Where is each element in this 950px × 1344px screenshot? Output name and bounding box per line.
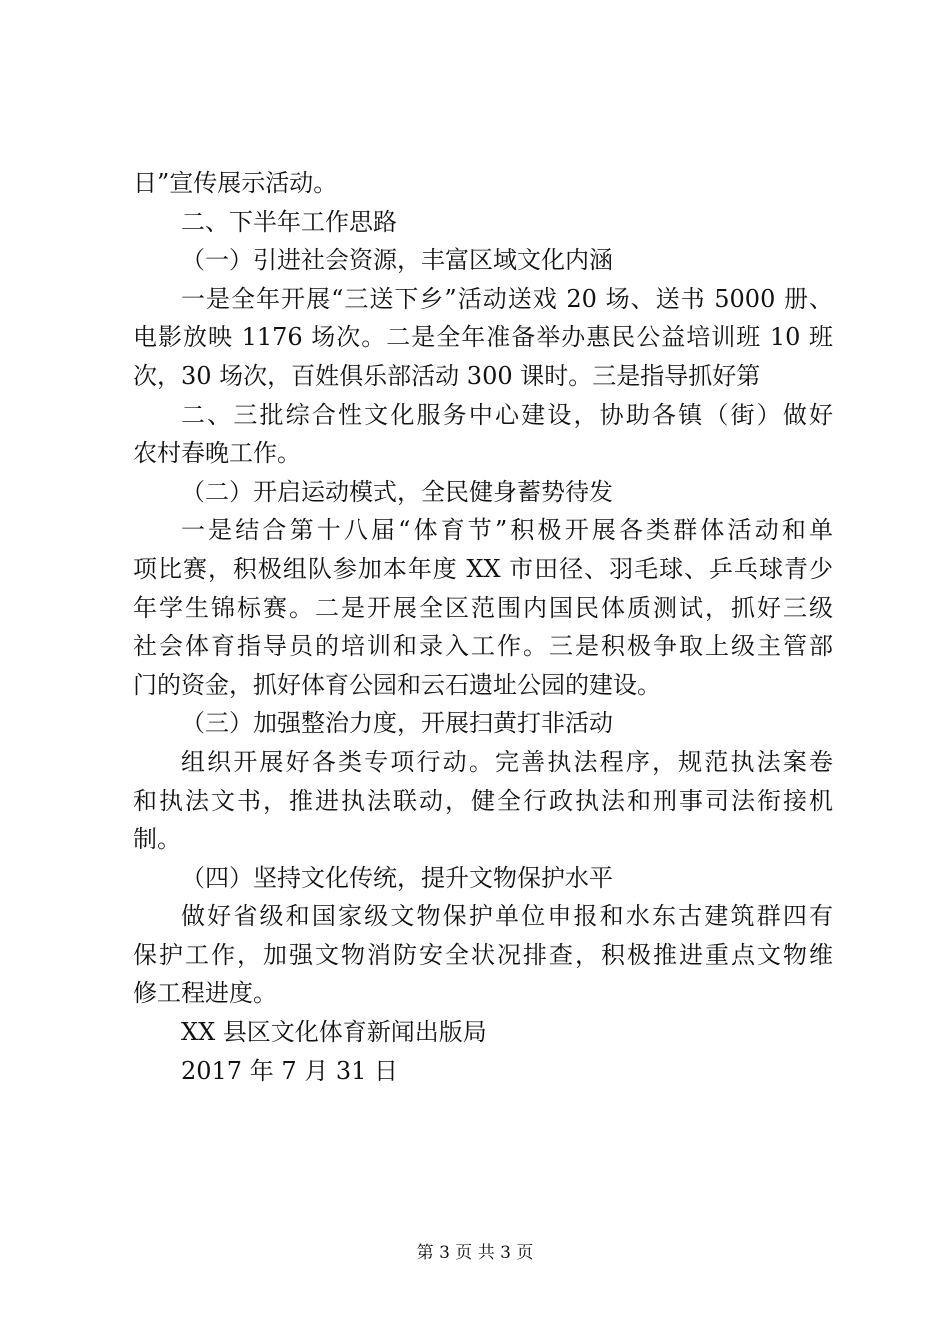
text-line: 一是全年开展“三送下乡”活动送戏 20 场、送书 5000 册、 — [181, 284, 833, 313]
text-line: 保护工作，加强文物消防安全状况排查，积极推进重点文物维 — [133, 940, 833, 969]
text-line: 年学生锦标赛。二是开展全区范围内国民体质测试，抓好三级 — [133, 593, 833, 622]
text-line: 日”宣传展示活动。 — [133, 169, 338, 197]
text-line: 农村春晚工作。 — [133, 439, 301, 468]
text-line: 社会体育指导员的培训和录入工作。三是积极争取上级主管部 — [133, 632, 833, 661]
text-line: 组织开展好各类专项行动。完善执法程序，规范执法案卷 — [181, 747, 833, 776]
text-line: 次，30 场次，百姓俱乐部活动 300 课时。三是指导抓好第 — [133, 361, 761, 390]
text-line: 一是结合第十八届“体育节”积极开展各类群体活动和单 — [181, 516, 833, 545]
text-line: 和执法文书，推进执法联动，健全行政执法和刑事司法衔接机 — [133, 786, 833, 815]
text-line: （二）开启运动模式，全民健身蓄势待发 — [181, 477, 613, 506]
text-line: 修工程进度。 — [133, 979, 277, 1008]
text-line: （三）加强整治力度，开展扫黄打非活动 — [181, 709, 613, 738]
page-footer: 第 3 页 共 3 页 — [416, 1243, 534, 1263]
text-line: XX 县区文化体育新闻出版局 — [181, 1018, 487, 1047]
text-line: 二、下半年工作思路 — [181, 207, 397, 236]
text-line: （四）坚持文化传统，提升文物保护水平 — [181, 863, 613, 892]
text-line: 电影放映 1176 场次。二是全年准备举办惠民公益培训班 10 班 — [133, 323, 833, 352]
text-line: 2017 年 7 月 31 日 — [181, 1056, 399, 1085]
text-line: 门的资金，抓好体育公园和云石遗址公园的建设。 — [133, 670, 661, 699]
text-line: 二、三批综合性文化服务中心建设，协助各镇（街）做好 — [181, 400, 833, 429]
text-line: 制。 — [133, 825, 181, 854]
document-body — [133, 164, 833, 1090]
text-line: 做好省级和国家级文物保护单位申报和水东古建筑群四有 — [181, 902, 833, 931]
text-line: （一）引进社会资源，丰富区域文化内涵 — [181, 246, 613, 275]
text-line: 项比赛，积极组队参加本年度 XX 市田径、羽毛球、乒乓球青少 — [133, 554, 833, 583]
